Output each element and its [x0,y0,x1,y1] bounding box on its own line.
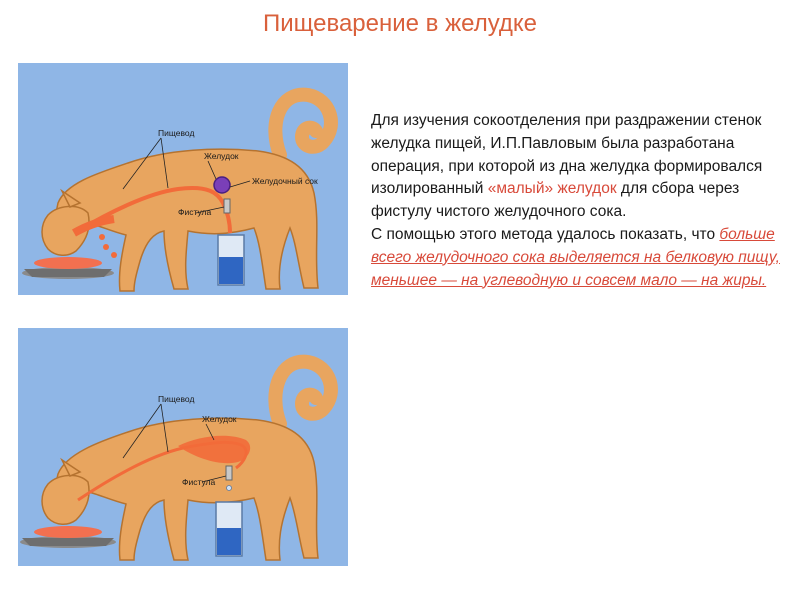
fistula-tube [224,199,230,213]
food-in-bowl [34,526,102,538]
beaker-liquid [219,257,243,284]
label-esophagus: Пищевод [158,128,195,138]
dog-tail [275,362,331,424]
label-stomach: Желудок [202,414,237,424]
food-drop [103,244,109,250]
food-drop [99,234,105,240]
small-stomach-pouch [214,177,230,193]
small-stomach-highlight: «малый» желудок [487,180,617,198]
juice-drop [227,486,232,491]
food-in-bowl [34,257,102,269]
beaker-liquid [217,528,241,555]
dog-head [42,475,89,524]
dog-experiment-top-illustration [18,63,348,295]
food-bowl-base [22,538,114,546]
result-underlined-text: больше всего желудочного сока выделяется на белковую пищу, меньшее — на углеводную и совсем мало — на жиры. [371,225,780,289]
label-fistula: Фистула [178,207,212,217]
label-esophagus: Пищевод [158,394,195,404]
label-stomach: Желудок [204,151,239,161]
dog-experiment-bottom-illustration [18,328,348,566]
paragraph-result-part1: С помощью этого метода удалось показать, что [371,225,720,243]
description-text [371,110,791,292]
paragraph-method [371,110,791,224]
bottom-illustration-panel [18,328,348,566]
top-illustration-panel [18,63,348,295]
label-gastric-juice: Желудочный сок [252,176,318,186]
food-drop [111,252,117,258]
paragraph-method-part2: для сбора через фистулу чистого желудочного сока. [371,180,740,221]
paragraph-result [371,224,791,292]
paragraph-method-part1: Для изучения сокоотделения при раздражении стенок желудка пищей, И.П.Павловым была разработана операция, при которой из дна желудка формировался изолированный [371,112,763,198]
label-fistula: Фистула [182,477,216,487]
dog-tail [275,95,331,155]
fistula-tube [226,466,232,480]
food-bowl-base [24,269,112,277]
page-title: Пищеварение в желудке [262,10,538,37]
